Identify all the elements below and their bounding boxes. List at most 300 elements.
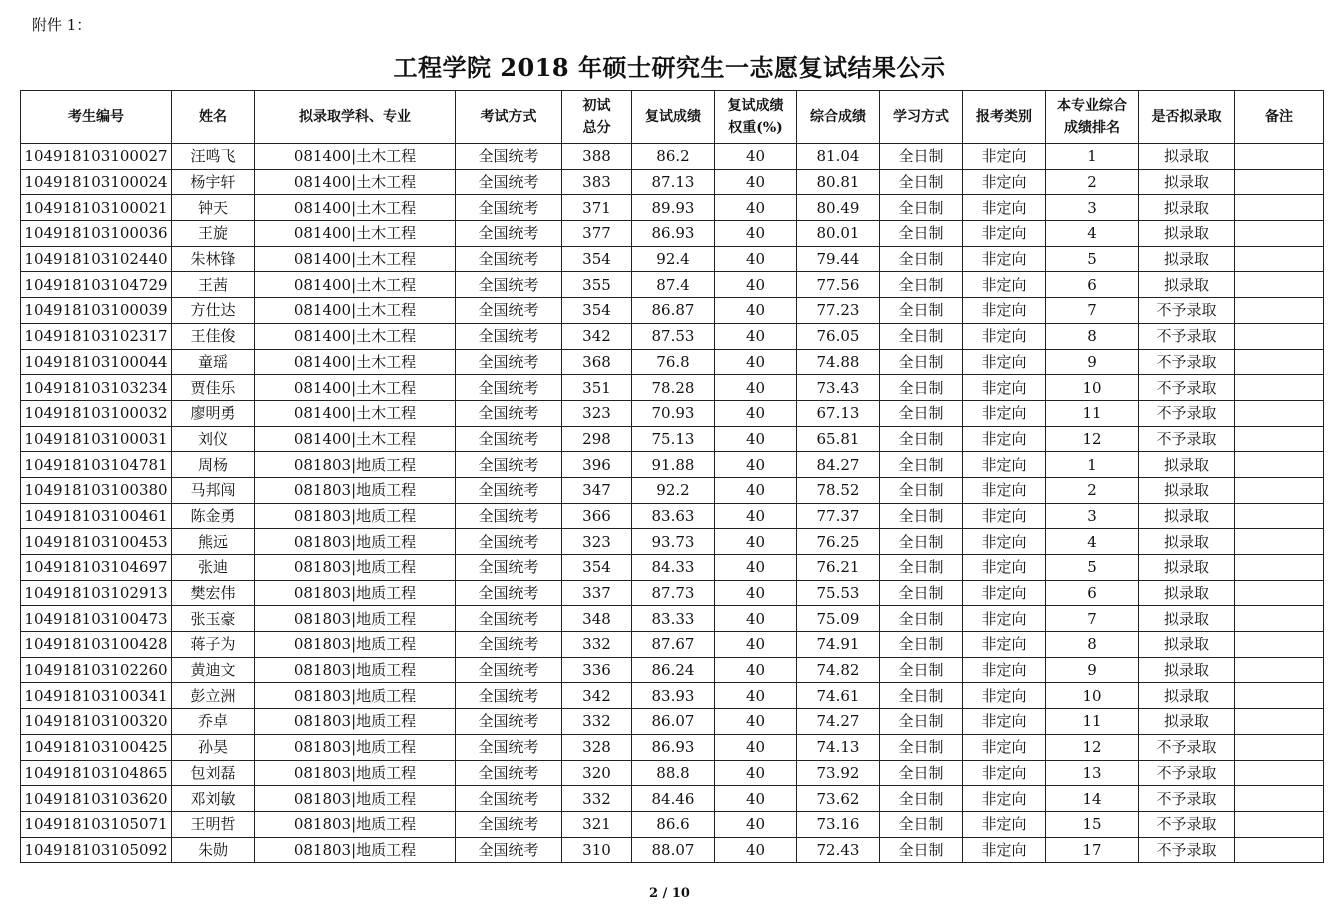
cell-retest-weight: 40	[715, 760, 797, 786]
cell-study-mode: 全日制	[880, 709, 963, 735]
table-row	[21, 760, 1324, 786]
cell-name: 王旋	[172, 221, 255, 247]
cell-name: 彭立洲	[172, 683, 255, 709]
cell-rank: 14	[1046, 786, 1139, 812]
cell-admission: 拟录取	[1139, 503, 1235, 529]
cell-retest-weight: 40	[715, 606, 797, 632]
cell-initial-score: 347	[562, 477, 632, 503]
cell-initial-score: 332	[562, 709, 632, 735]
table-row	[21, 683, 1324, 709]
cell-total-score: 80.81	[797, 169, 880, 195]
cell-initial-score: 320	[562, 760, 632, 786]
cell-total-score: 73.62	[797, 786, 880, 812]
table-row	[21, 221, 1324, 247]
cell-admission: 拟录取	[1139, 529, 1235, 555]
cell-name: 杨宇轩	[172, 169, 255, 195]
cell-admission: 不予录取	[1139, 426, 1235, 452]
cell-candidate-id: 104918103104729	[21, 272, 172, 298]
cell-total-score: 77.37	[797, 503, 880, 529]
header-col-remarks: 备注	[1235, 91, 1324, 144]
cell-exam-type: 全国统考	[456, 683, 562, 709]
cell-admission: 拟录取	[1139, 709, 1235, 735]
cell-exam-type: 全国统考	[456, 272, 562, 298]
cell-total-score: 77.56	[797, 272, 880, 298]
cell-initial-score: 354	[562, 555, 632, 581]
cell-study-mode: 全日制	[880, 657, 963, 683]
cell-candidate-id: 104918103100032	[21, 400, 172, 426]
cell-retest-score: 86.6	[632, 811, 715, 837]
header-col-exam-type: 考试方式	[456, 91, 562, 144]
cell-candidate-id: 104918103100453	[21, 529, 172, 555]
cell-rank: 17	[1046, 837, 1139, 863]
cell-study-mode: 全日制	[880, 529, 963, 555]
cell-total-score: 76.05	[797, 323, 880, 349]
cell-study-mode: 全日制	[880, 760, 963, 786]
cell-initial-score: 396	[562, 452, 632, 478]
cell-category: 非定向	[963, 837, 1046, 863]
cell-remarks	[1235, 683, 1324, 709]
cell-candidate-id: 104918103100473	[21, 606, 172, 632]
cell-retest-score: 88.8	[632, 760, 715, 786]
cell-name: 刘仪	[172, 426, 255, 452]
header-col-retest-score: 复试成绩	[632, 91, 715, 144]
cell-study-mode: 全日制	[880, 734, 963, 760]
cell-admission: 拟录取	[1139, 221, 1235, 247]
cell-retest-score: 88.07	[632, 837, 715, 863]
cell-total-score: 74.13	[797, 734, 880, 760]
cell-remarks	[1235, 811, 1324, 837]
cell-category: 非定向	[963, 452, 1046, 478]
cell-name: 樊宏伟	[172, 580, 255, 606]
cell-category: 非定向	[963, 400, 1046, 426]
table-row	[21, 452, 1324, 478]
cell-name: 王茜	[172, 272, 255, 298]
cell-candidate-id: 104918103102260	[21, 657, 172, 683]
cell-initial-score: 355	[562, 272, 632, 298]
cell-admission: 不予录取	[1139, 375, 1235, 401]
cell-study-mode: 全日制	[880, 400, 963, 426]
header-col-name: 姓名	[172, 91, 255, 144]
cell-major: 081400|土木工程	[255, 272, 456, 298]
cell-admission: 不予录取	[1139, 400, 1235, 426]
cell-major: 081400|土木工程	[255, 221, 456, 247]
cell-retest-score: 86.24	[632, 657, 715, 683]
cell-candidate-id: 104918103102440	[21, 246, 172, 272]
cell-major: 081803|地质工程	[255, 786, 456, 812]
cell-exam-type: 全国统考	[456, 632, 562, 658]
cell-initial-score: 377	[562, 221, 632, 247]
cell-retest-score: 75.13	[632, 426, 715, 452]
cell-retest-score: 87.53	[632, 323, 715, 349]
cell-remarks	[1235, 400, 1324, 426]
cell-initial-score: 337	[562, 580, 632, 606]
cell-major: 081803|地质工程	[255, 606, 456, 632]
cell-admission: 拟录取	[1139, 683, 1235, 709]
cell-name: 朱林锋	[172, 246, 255, 272]
table-row	[21, 657, 1324, 683]
cell-name: 王明哲	[172, 811, 255, 837]
cell-study-mode: 全日制	[880, 349, 963, 375]
cell-total-score: 84.27	[797, 452, 880, 478]
cell-exam-type: 全国统考	[456, 400, 562, 426]
cell-exam-type: 全国统考	[456, 452, 562, 478]
cell-major: 081400|土木工程	[255, 349, 456, 375]
cell-category: 非定向	[963, 580, 1046, 606]
cell-initial-score: 323	[562, 529, 632, 555]
cell-rank: 1	[1046, 452, 1139, 478]
cell-name: 陈金勇	[172, 503, 255, 529]
cell-retest-weight: 40	[715, 426, 797, 452]
cell-initial-score: 332	[562, 786, 632, 812]
cell-exam-type: 全国统考	[456, 298, 562, 324]
cell-study-mode: 全日制	[880, 323, 963, 349]
cell-retest-score: 84.46	[632, 786, 715, 812]
cell-total-score: 74.27	[797, 709, 880, 735]
cell-study-mode: 全日制	[880, 837, 963, 863]
cell-name: 邓刘敏	[172, 786, 255, 812]
table-row	[21, 786, 1324, 812]
cell-admission: 拟录取	[1139, 657, 1235, 683]
cell-study-mode: 全日制	[880, 298, 963, 324]
cell-name: 朱勋	[172, 837, 255, 863]
cell-study-mode: 全日制	[880, 426, 963, 452]
cell-remarks	[1235, 349, 1324, 375]
cell-initial-score: 354	[562, 246, 632, 272]
cell-exam-type: 全国统考	[456, 709, 562, 735]
cell-category: 非定向	[963, 426, 1046, 452]
cell-rank: 15	[1046, 811, 1139, 837]
cell-retest-weight: 40	[715, 837, 797, 863]
cell-remarks	[1235, 195, 1324, 221]
cell-retest-weight: 40	[715, 272, 797, 298]
cell-total-score: 77.23	[797, 298, 880, 324]
cell-initial-score: 366	[562, 503, 632, 529]
cell-candidate-id: 104918103104865	[21, 760, 172, 786]
cell-exam-type: 全国统考	[456, 349, 562, 375]
header-col-candidate-id: 考生编号	[21, 91, 172, 144]
cell-remarks	[1235, 529, 1324, 555]
cell-retest-score: 83.63	[632, 503, 715, 529]
cell-name: 廖明勇	[172, 400, 255, 426]
cell-name: 周杨	[172, 452, 255, 478]
cell-remarks	[1235, 657, 1324, 683]
cell-rank: 3	[1046, 503, 1139, 529]
cell-exam-type: 全国统考	[456, 195, 562, 221]
cell-total-score: 80.01	[797, 221, 880, 247]
cell-total-score: 73.16	[797, 811, 880, 837]
cell-retest-weight: 40	[715, 657, 797, 683]
cell-retest-score: 86.93	[632, 221, 715, 247]
cell-category: 非定向	[963, 657, 1046, 683]
cell-initial-score: 336	[562, 657, 632, 683]
cell-name: 钟天	[172, 195, 255, 221]
cell-major: 081803|地质工程	[255, 632, 456, 658]
cell-retest-weight: 40	[715, 811, 797, 837]
cell-total-score: 72.43	[797, 837, 880, 863]
cell-total-score: 80.49	[797, 195, 880, 221]
cell-rank: 4	[1046, 221, 1139, 247]
cell-exam-type: 全国统考	[456, 477, 562, 503]
cell-major: 081803|地质工程	[255, 555, 456, 581]
cell-remarks	[1235, 477, 1324, 503]
cell-retest-score: 76.8	[632, 349, 715, 375]
cell-candidate-id: 104918103100320	[21, 709, 172, 735]
cell-admission: 不予录取	[1139, 298, 1235, 324]
cell-admission: 不予录取	[1139, 734, 1235, 760]
cell-candidate-id: 104918103100044	[21, 349, 172, 375]
cell-rank: 12	[1046, 734, 1139, 760]
cell-total-score: 65.81	[797, 426, 880, 452]
cell-major: 081400|土木工程	[255, 400, 456, 426]
cell-candidate-id: 104918103100021	[21, 195, 172, 221]
cell-rank: 6	[1046, 580, 1139, 606]
cell-retest-weight: 40	[715, 555, 797, 581]
cell-retest-weight: 40	[715, 734, 797, 760]
cell-candidate-id: 104918103105092	[21, 837, 172, 863]
table-row	[21, 580, 1324, 606]
cell-total-score: 78.52	[797, 477, 880, 503]
cell-total-score: 75.53	[797, 580, 880, 606]
cell-admission: 拟录取	[1139, 169, 1235, 195]
cell-retest-weight: 40	[715, 298, 797, 324]
cell-exam-type: 全国统考	[456, 837, 562, 863]
header-col-major: 拟录取学科、专业	[255, 91, 456, 144]
table-row	[21, 734, 1324, 760]
table-row	[21, 375, 1324, 401]
cell-remarks	[1235, 555, 1324, 581]
cell-remarks	[1235, 580, 1324, 606]
cell-exam-type: 全国统考	[456, 246, 562, 272]
header-col-category: 报考类别	[963, 91, 1046, 144]
cell-retest-weight: 40	[715, 221, 797, 247]
table-row	[21, 144, 1324, 170]
cell-retest-weight: 40	[715, 786, 797, 812]
cell-major: 081400|土木工程	[255, 169, 456, 195]
cell-rank: 12	[1046, 426, 1139, 452]
cell-category: 非定向	[963, 786, 1046, 812]
table-row	[21, 503, 1324, 529]
cell-major: 081803|地质工程	[255, 477, 456, 503]
cell-retest-score: 83.93	[632, 683, 715, 709]
cell-admission: 拟录取	[1139, 195, 1235, 221]
cell-category: 非定向	[963, 375, 1046, 401]
cell-exam-type: 全国统考	[456, 606, 562, 632]
cell-category: 非定向	[963, 221, 1046, 247]
table-row	[21, 529, 1324, 555]
cell-exam-type: 全国统考	[456, 323, 562, 349]
cell-remarks	[1235, 246, 1324, 272]
cell-major: 081400|土木工程	[255, 195, 456, 221]
header-row	[21, 91, 1324, 144]
cell-admission: 不予录取	[1139, 811, 1235, 837]
cell-major: 081400|土木工程	[255, 298, 456, 324]
cell-total-score: 73.92	[797, 760, 880, 786]
cell-major: 081803|地质工程	[255, 837, 456, 863]
cell-candidate-id: 104918103103620	[21, 786, 172, 812]
cell-admission: 不予录取	[1139, 760, 1235, 786]
page-title: 工程学院 2018 年硕士研究生一志愿复试结果公示	[393, 53, 946, 82]
cell-initial-score: 371	[562, 195, 632, 221]
cell-remarks	[1235, 734, 1324, 760]
cell-category: 非定向	[963, 298, 1046, 324]
table-row	[21, 272, 1324, 298]
cell-category: 非定向	[963, 477, 1046, 503]
cell-category: 非定向	[963, 144, 1046, 170]
cell-remarks	[1235, 298, 1324, 324]
cell-exam-type: 全国统考	[456, 555, 562, 581]
cell-candidate-id: 104918103100031	[21, 426, 172, 452]
cell-category: 非定向	[963, 760, 1046, 786]
cell-admission: 拟录取	[1139, 246, 1235, 272]
cell-name: 包刘磊	[172, 760, 255, 786]
cell-category: 非定向	[963, 272, 1046, 298]
cell-name: 马邦闯	[172, 477, 255, 503]
cell-major: 081400|土木工程	[255, 246, 456, 272]
cell-total-score: 73.43	[797, 375, 880, 401]
cell-admission: 拟录取	[1139, 580, 1235, 606]
cell-major: 081400|土木工程	[255, 144, 456, 170]
cell-category: 非定向	[963, 195, 1046, 221]
cell-study-mode: 全日制	[880, 169, 963, 195]
cell-retest-weight: 40	[715, 323, 797, 349]
cell-retest-weight: 40	[715, 477, 797, 503]
cell-retest-score: 89.93	[632, 195, 715, 221]
table-row	[21, 555, 1324, 581]
cell-category: 非定向	[963, 503, 1046, 529]
cell-category: 非定向	[963, 632, 1046, 658]
cell-remarks	[1235, 426, 1324, 452]
cell-major: 081400|土木工程	[255, 323, 456, 349]
cell-name: 童瑶	[172, 349, 255, 375]
cell-study-mode: 全日制	[880, 477, 963, 503]
cell-initial-score: 342	[562, 323, 632, 349]
table-row	[21, 169, 1324, 195]
cell-initial-score: 383	[562, 169, 632, 195]
cell-retest-weight: 40	[715, 709, 797, 735]
cell-name: 方仕达	[172, 298, 255, 324]
cell-candidate-id: 104918103104781	[21, 452, 172, 478]
cell-initial-score: 388	[562, 144, 632, 170]
cell-remarks	[1235, 323, 1324, 349]
cell-category: 非定向	[963, 606, 1046, 632]
cell-total-score: 81.04	[797, 144, 880, 170]
cell-retest-weight: 40	[715, 195, 797, 221]
table-body	[21, 144, 1324, 863]
cell-major: 081803|地质工程	[255, 452, 456, 478]
cell-study-mode: 全日制	[880, 811, 963, 837]
cell-major: 081400|土木工程	[255, 375, 456, 401]
cell-name: 孙昊	[172, 734, 255, 760]
cell-retest-score: 86.2	[632, 144, 715, 170]
cell-major: 081803|地质工程	[255, 760, 456, 786]
table-row	[21, 195, 1324, 221]
cell-rank: 9	[1046, 657, 1139, 683]
cell-total-score: 67.13	[797, 400, 880, 426]
header-col-study-mode: 学习方式	[880, 91, 963, 144]
cell-exam-type: 全国统考	[456, 426, 562, 452]
cell-exam-type: 全国统考	[456, 169, 562, 195]
cell-category: 非定向	[963, 349, 1046, 375]
attachment-label: 附件 1：	[32, 16, 92, 34]
cell-total-score: 74.91	[797, 632, 880, 658]
cell-initial-score: 348	[562, 606, 632, 632]
header-col-rank: 本专业综合 成绩排名	[1046, 91, 1139, 144]
cell-rank: 7	[1046, 298, 1139, 324]
cell-retest-weight: 40	[715, 246, 797, 272]
cell-rank: 10	[1046, 683, 1139, 709]
cell-retest-weight: 40	[715, 169, 797, 195]
cell-name: 汪鸣飞	[172, 144, 255, 170]
cell-exam-type: 全国统考	[456, 375, 562, 401]
cell-candidate-id: 104918103100036	[21, 221, 172, 247]
cell-major: 081803|地质工程	[255, 580, 456, 606]
cell-candidate-id: 104918103100461	[21, 503, 172, 529]
cell-study-mode: 全日制	[880, 272, 963, 298]
cell-retest-weight: 40	[715, 349, 797, 375]
table-row	[21, 323, 1324, 349]
cell-retest-score: 84.33	[632, 555, 715, 581]
cell-category: 非定向	[963, 811, 1046, 837]
cell-rank: 10	[1046, 375, 1139, 401]
cell-study-mode: 全日制	[880, 606, 963, 632]
cell-initial-score: 332	[562, 632, 632, 658]
page-number: 2 / 10	[649, 886, 690, 901]
table-row	[21, 298, 1324, 324]
cell-retest-score: 87.13	[632, 169, 715, 195]
cell-retest-score: 91.88	[632, 452, 715, 478]
cell-retest-weight: 40	[715, 452, 797, 478]
cell-total-score: 76.25	[797, 529, 880, 555]
cell-remarks	[1235, 272, 1324, 298]
cell-retest-score: 83.33	[632, 606, 715, 632]
cell-candidate-id: 104918103100425	[21, 734, 172, 760]
cell-retest-score: 87.73	[632, 580, 715, 606]
header-col-initial-score: 初试 总分	[562, 91, 632, 144]
cell-initial-score: 310	[562, 837, 632, 863]
cell-name: 黄迪文	[172, 657, 255, 683]
header-col-total-score: 综合成绩	[797, 91, 880, 144]
cell-major: 081803|地质工程	[255, 734, 456, 760]
cell-category: 非定向	[963, 734, 1046, 760]
cell-retest-weight: 40	[715, 580, 797, 606]
cell-study-mode: 全日制	[880, 683, 963, 709]
cell-candidate-id: 104918103102317	[21, 323, 172, 349]
cell-total-score: 74.82	[797, 657, 880, 683]
header-col-admission: 是否拟录取	[1139, 91, 1235, 144]
cell-study-mode: 全日制	[880, 580, 963, 606]
cell-remarks	[1235, 760, 1324, 786]
cell-initial-score: 298	[562, 426, 632, 452]
cell-total-score: 74.61	[797, 683, 880, 709]
cell-total-score: 74.88	[797, 349, 880, 375]
cell-major: 081803|地质工程	[255, 503, 456, 529]
cell-category: 非定向	[963, 323, 1046, 349]
cell-candidate-id: 104918103100027	[21, 144, 172, 170]
table-row	[21, 606, 1324, 632]
cell-major: 081803|地质工程	[255, 529, 456, 555]
cell-candidate-id: 104918103100380	[21, 477, 172, 503]
table-row	[21, 349, 1324, 375]
cell-remarks	[1235, 169, 1324, 195]
table-row	[21, 811, 1324, 837]
cell-admission: 拟录取	[1139, 606, 1235, 632]
cell-candidate-id: 104918103105071	[21, 811, 172, 837]
cell-retest-score: 86.07	[632, 709, 715, 735]
cell-initial-score: 342	[562, 683, 632, 709]
cell-exam-type: 全国统考	[456, 503, 562, 529]
cell-study-mode: 全日制	[880, 221, 963, 247]
cell-study-mode: 全日制	[880, 632, 963, 658]
